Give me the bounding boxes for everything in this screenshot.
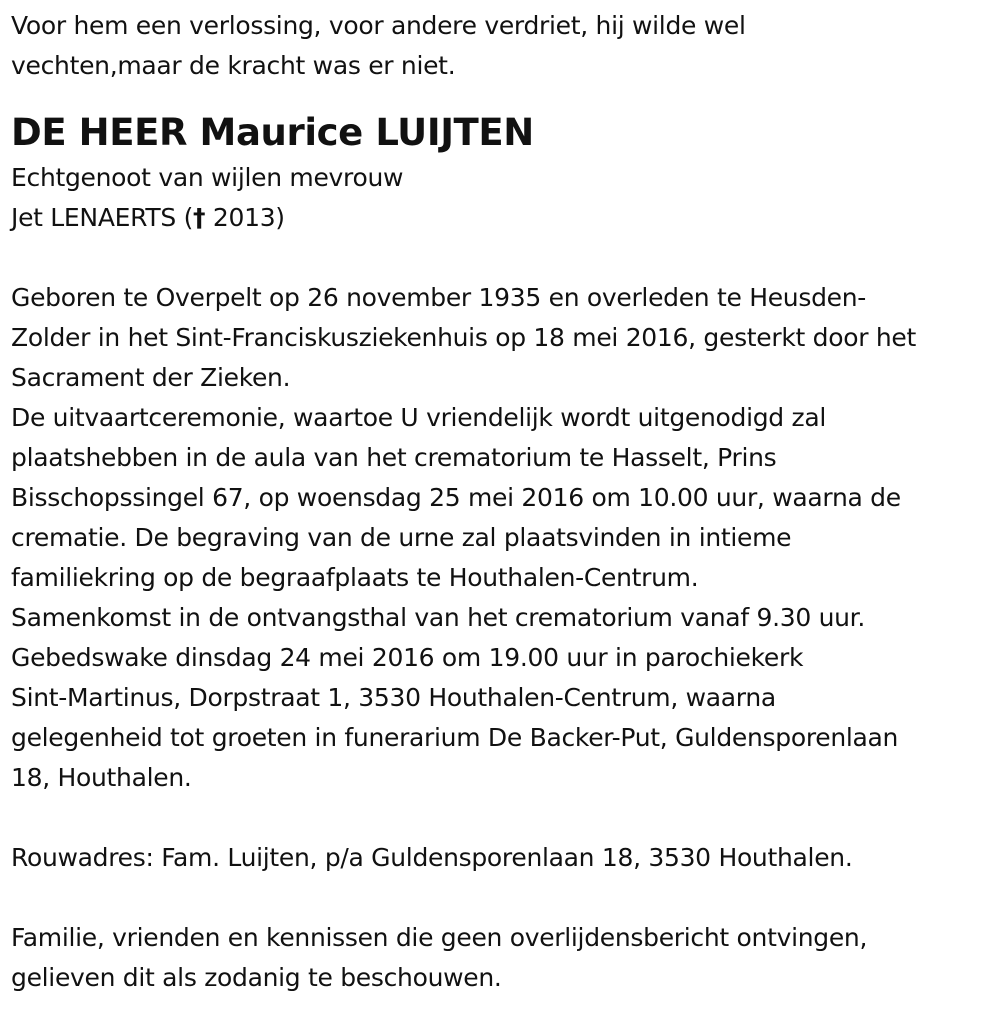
text-line: Geboren te Overpelt op 26 november 1935 en overleden te Heusden-	[11, 283, 866, 312]
spouse-year: 2013)	[205, 203, 285, 232]
text-line: 18, Houthalen.	[11, 763, 192, 792]
gathering-line: Samenkomst in de ontvangsthal van het crematorium vanaf 9.30 uur.	[11, 603, 865, 632]
closing-paragraph	[11, 918, 990, 998]
cross-icon: †	[193, 203, 206, 232]
ceremony-paragraph	[11, 398, 990, 598]
spouse-name-line	[11, 198, 990, 238]
text-line: Gebedswake dinsdag 24 mei 2016 om 19.00 uur in parochiekerk	[11, 643, 804, 672]
text-line: Bisschopssingel 67, op woensdag 25 mei 2016 om 10.00 uur, waarna de	[11, 483, 901, 512]
text-line: plaatshebben in de aula van het crematorium te Hasselt, Prins	[11, 443, 777, 472]
text-line: Familie, vrienden en kennissen die geen overlijdensbericht ontvingen,	[11, 923, 868, 952]
text-line: gelieven dit als zodanig te beschouwen.	[11, 963, 502, 992]
text-line: crematie. De begraving van de urne zal plaatsvinden in intieme	[11, 523, 792, 552]
spouse-info	[11, 158, 990, 238]
text-line: Sacrament der Zieken.	[11, 363, 291, 392]
text-line: familiekring op de begraafplaats te Houthalen-Centrum.	[11, 563, 699, 592]
intro-line: vechten,maar de kracht was er niet.	[11, 51, 456, 80]
intro-line: Voor hem een verlossing, voor andere verdriet, hij wilde wel	[11, 11, 746, 40]
spacer	[11, 878, 990, 918]
text-line: Zolder in het Sint-Franciskusziekenhuis op 18 mei 2016, gesterkt door het	[11, 323, 916, 352]
text-line: Sint-Martinus, Dorpstraat 1, 3530 Houthalen-Centrum, waarna	[11, 683, 776, 712]
mourning-address: Rouwadres: Fam. Luijten, p/a Guldensporenlaan 18, 3530 Houthalen.	[11, 843, 853, 872]
text-line: gelegenheid tot groeten in funerarium De Backer-Put, Guldensporenlaan	[11, 723, 899, 752]
vigil-paragraph	[11, 638, 990, 798]
deceased-name: DE HEER Maurice LUIJTEN	[11, 111, 534, 154]
spacer	[11, 238, 990, 278]
text-line: De uitvaartceremonie, waartoe U vriendelijk wordt uitgenodigd zal	[11, 403, 826, 432]
spouse-line: Echtgenoot van wijlen mevrouw	[11, 163, 404, 192]
spouse-name: Jet LENAERTS (	[11, 203, 194, 232]
spacer	[11, 798, 990, 838]
intro-quote	[11, 6, 990, 86]
birth-death-paragraph	[11, 278, 990, 398]
